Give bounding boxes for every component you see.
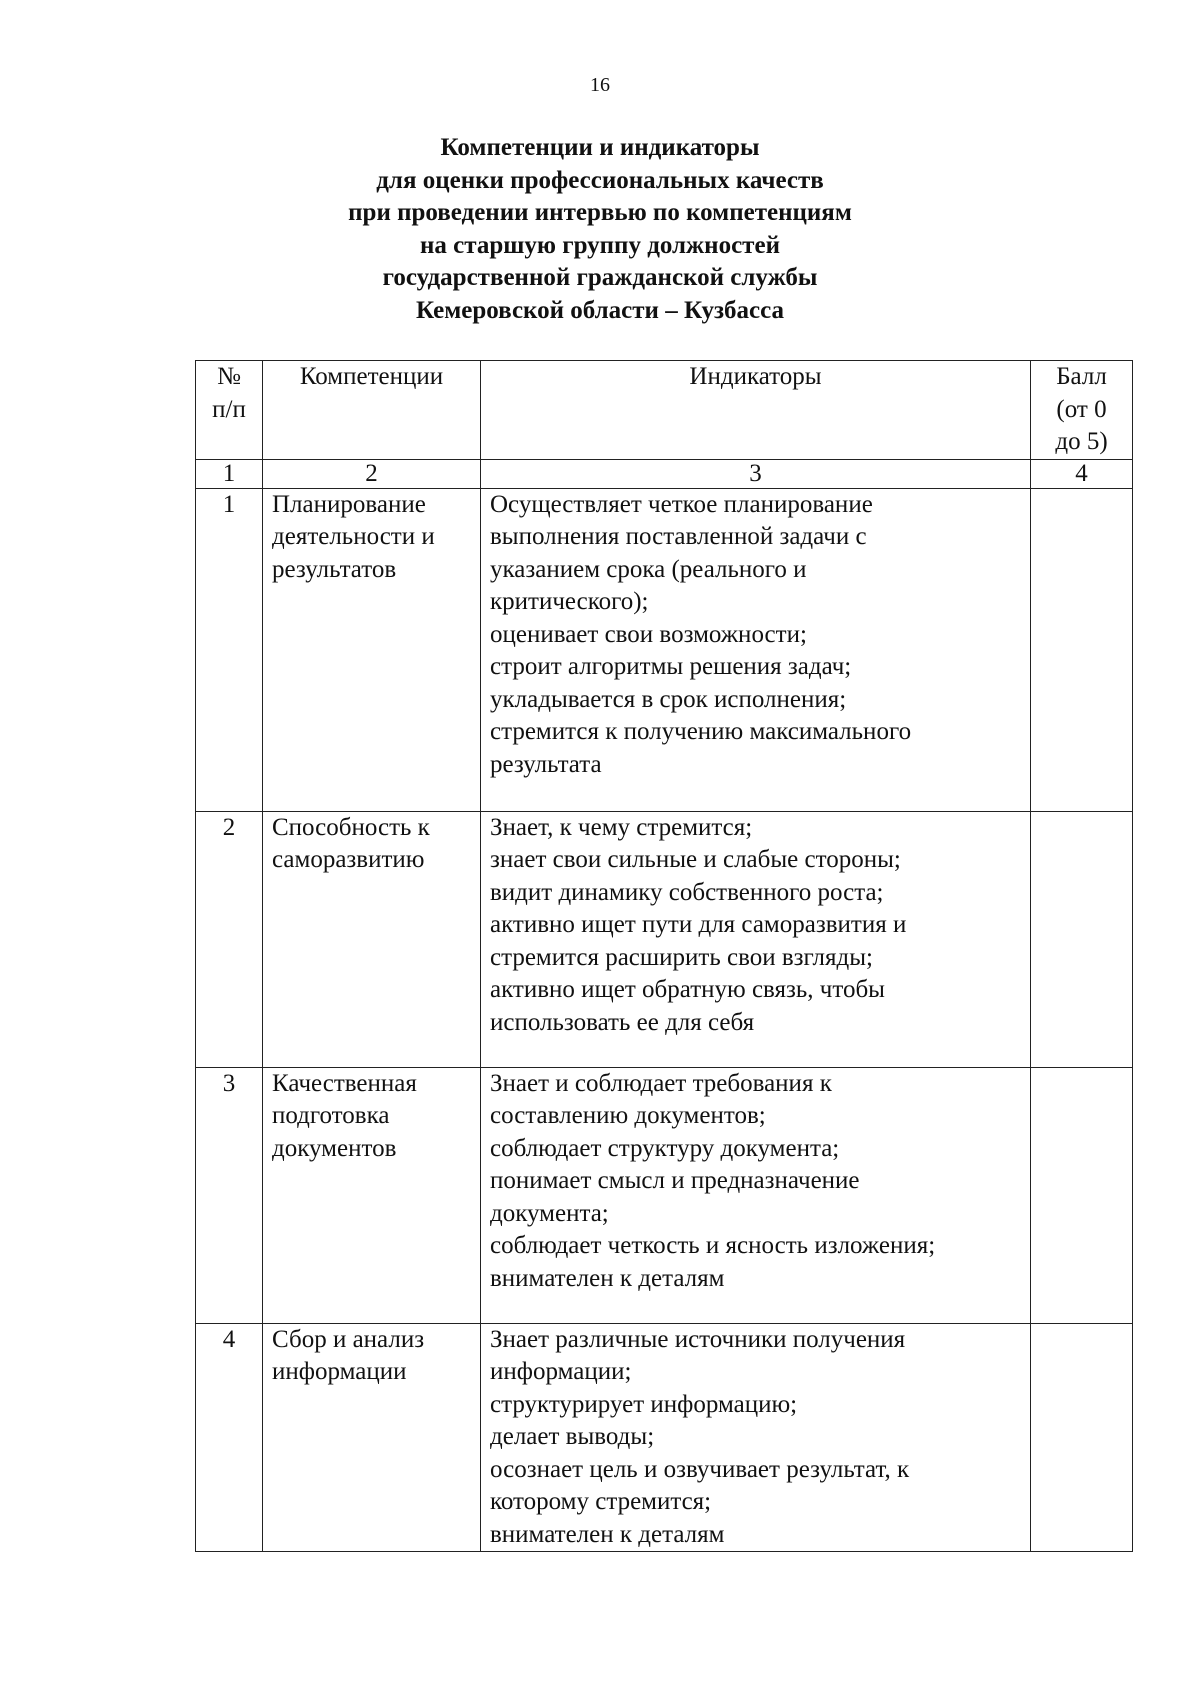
title-line: для оценки профессиональных качеств <box>376 166 824 194</box>
indicator-line: документа; <box>490 1199 609 1227</box>
indicator-line: строит алгоритмы решения задач; <box>490 653 852 680</box>
table-row <box>196 488 1133 811</box>
indicator-line: которому стремится; <box>490 1488 712 1515</box>
title-line: при проведении интервью по компетенциям <box>348 199 852 226</box>
indicator-line: результата <box>490 750 602 778</box>
indicator-line: информации; <box>490 1358 632 1385</box>
competency-cell <box>263 811 481 1067</box>
indicator-line: знает свои сильные и слабые стороны; <box>490 846 901 873</box>
header-indicators-label: Индикаторы <box>689 363 822 390</box>
indicator-line: Знает, к чему стремится; <box>490 813 753 841</box>
header-score-line: до 5) <box>1055 428 1108 455</box>
title-line: на старшую группу должностей <box>420 231 780 259</box>
table-row <box>196 811 1133 1067</box>
competency-cell <box>263 488 481 811</box>
indicator-line: внимателен к деталям <box>490 1520 725 1548</box>
score-cell[interactable] <box>1031 1067 1133 1323</box>
header-indicators <box>481 361 1031 460</box>
competency-line: Способность к <box>272 813 430 841</box>
header-score-line: (от 0 <box>1056 395 1107 423</box>
title-line: Компетенции и индикаторы <box>440 134 760 161</box>
indicators-cell <box>481 811 1031 1067</box>
title-line: государственной гражданской службы <box>382 264 818 291</box>
column-number: 4 <box>1031 459 1133 488</box>
indicator-line: критического); <box>490 588 649 615</box>
indicator-line: указанием срока (реального и <box>490 555 807 583</box>
column-number: 3 <box>481 459 1031 488</box>
row-number: 4 <box>196 1323 263 1552</box>
competency-line: деятельности и <box>272 523 435 550</box>
competency-cell <box>263 1067 481 1323</box>
header-competency-label: Компетенции <box>299 363 444 390</box>
indicator-line: активно ищет обратную связь, чтобы <box>490 976 885 1003</box>
indicator-line: делает выводы; <box>490 1423 655 1450</box>
score-cell[interactable] <box>1031 1323 1133 1552</box>
competency-line: Качественная <box>272 1069 417 1097</box>
indicator-line: соблюдает четкость и ясность изложения; <box>490 1232 936 1259</box>
title-line: Кемеровской области – Кузбасса <box>415 296 785 324</box>
header-score <box>1031 361 1133 460</box>
indicator-line: Знает и соблюдает требования к <box>490 1069 832 1097</box>
row-number: 2 <box>196 811 263 1067</box>
competency-line: Планирование <box>272 490 426 518</box>
page-number: 16 <box>590 74 610 96</box>
score-cell[interactable] <box>1031 811 1133 1067</box>
indicator-line: использовать ее для себя <box>490 1008 755 1036</box>
indicators-cell <box>481 488 1031 811</box>
competency-line: результатов <box>272 555 397 583</box>
competency-line: информации <box>272 1358 407 1385</box>
indicator-line: стремится расширить свои взгляды; <box>490 943 873 971</box>
table-row <box>196 1323 1133 1552</box>
indicator-line: видит динамику собственного роста; <box>490 878 884 906</box>
table-header-row <box>196 361 1133 460</box>
indicator-line: осознает цель и озвучивает результат, к <box>490 1455 910 1483</box>
row-number: 1 <box>196 488 263 811</box>
column-number: 2 <box>263 459 481 488</box>
header-score-line: Балл <box>1056 363 1107 390</box>
header-num <box>196 361 263 460</box>
indicator-line: выполнения поставленной задачи с <box>490 523 867 550</box>
indicator-line: Знает различные источники получения <box>490 1325 906 1353</box>
competency-line: Сбор и анализ <box>272 1325 425 1353</box>
header-num-line: п/п <box>212 395 246 423</box>
header-num-line: № <box>217 363 241 390</box>
indicator-line: внимателен к деталям <box>490 1264 725 1292</box>
column-number-row <box>196 459 1133 488</box>
document-title <box>0 132 1200 327</box>
indicator-line: Осуществляет четкое планирование <box>490 490 873 518</box>
competency-line: подготовка <box>272 1102 390 1129</box>
competency-cell <box>263 1323 481 1552</box>
indicator-line: укладывается в срок исполнения; <box>490 685 847 713</box>
score-cell[interactable] <box>1031 488 1133 811</box>
indicator-line: соблюдает структуру документа; <box>490 1134 840 1162</box>
column-number: 1 <box>196 459 263 488</box>
header-competency <box>263 361 481 460</box>
indicator-line: понимает смысл и предназначение <box>490 1167 860 1194</box>
competency-line: саморазвитию <box>272 846 425 873</box>
indicators-cell <box>481 1323 1031 1552</box>
row-number: 3 <box>196 1067 263 1323</box>
indicator-line: составлению документов; <box>490 1102 766 1129</box>
table-row <box>196 1067 1133 1323</box>
competency-table <box>195 360 1133 1552</box>
competency-line: документов <box>272 1134 397 1162</box>
indicator-line: оценивает свои возможности; <box>490 620 807 648</box>
indicator-line: структурирует информацию; <box>490 1390 798 1418</box>
indicator-line: активно ищет пути для саморазвития и <box>490 911 907 938</box>
indicators-cell <box>481 1067 1031 1323</box>
indicator-line: стремится к получению максимального <box>490 718 912 745</box>
